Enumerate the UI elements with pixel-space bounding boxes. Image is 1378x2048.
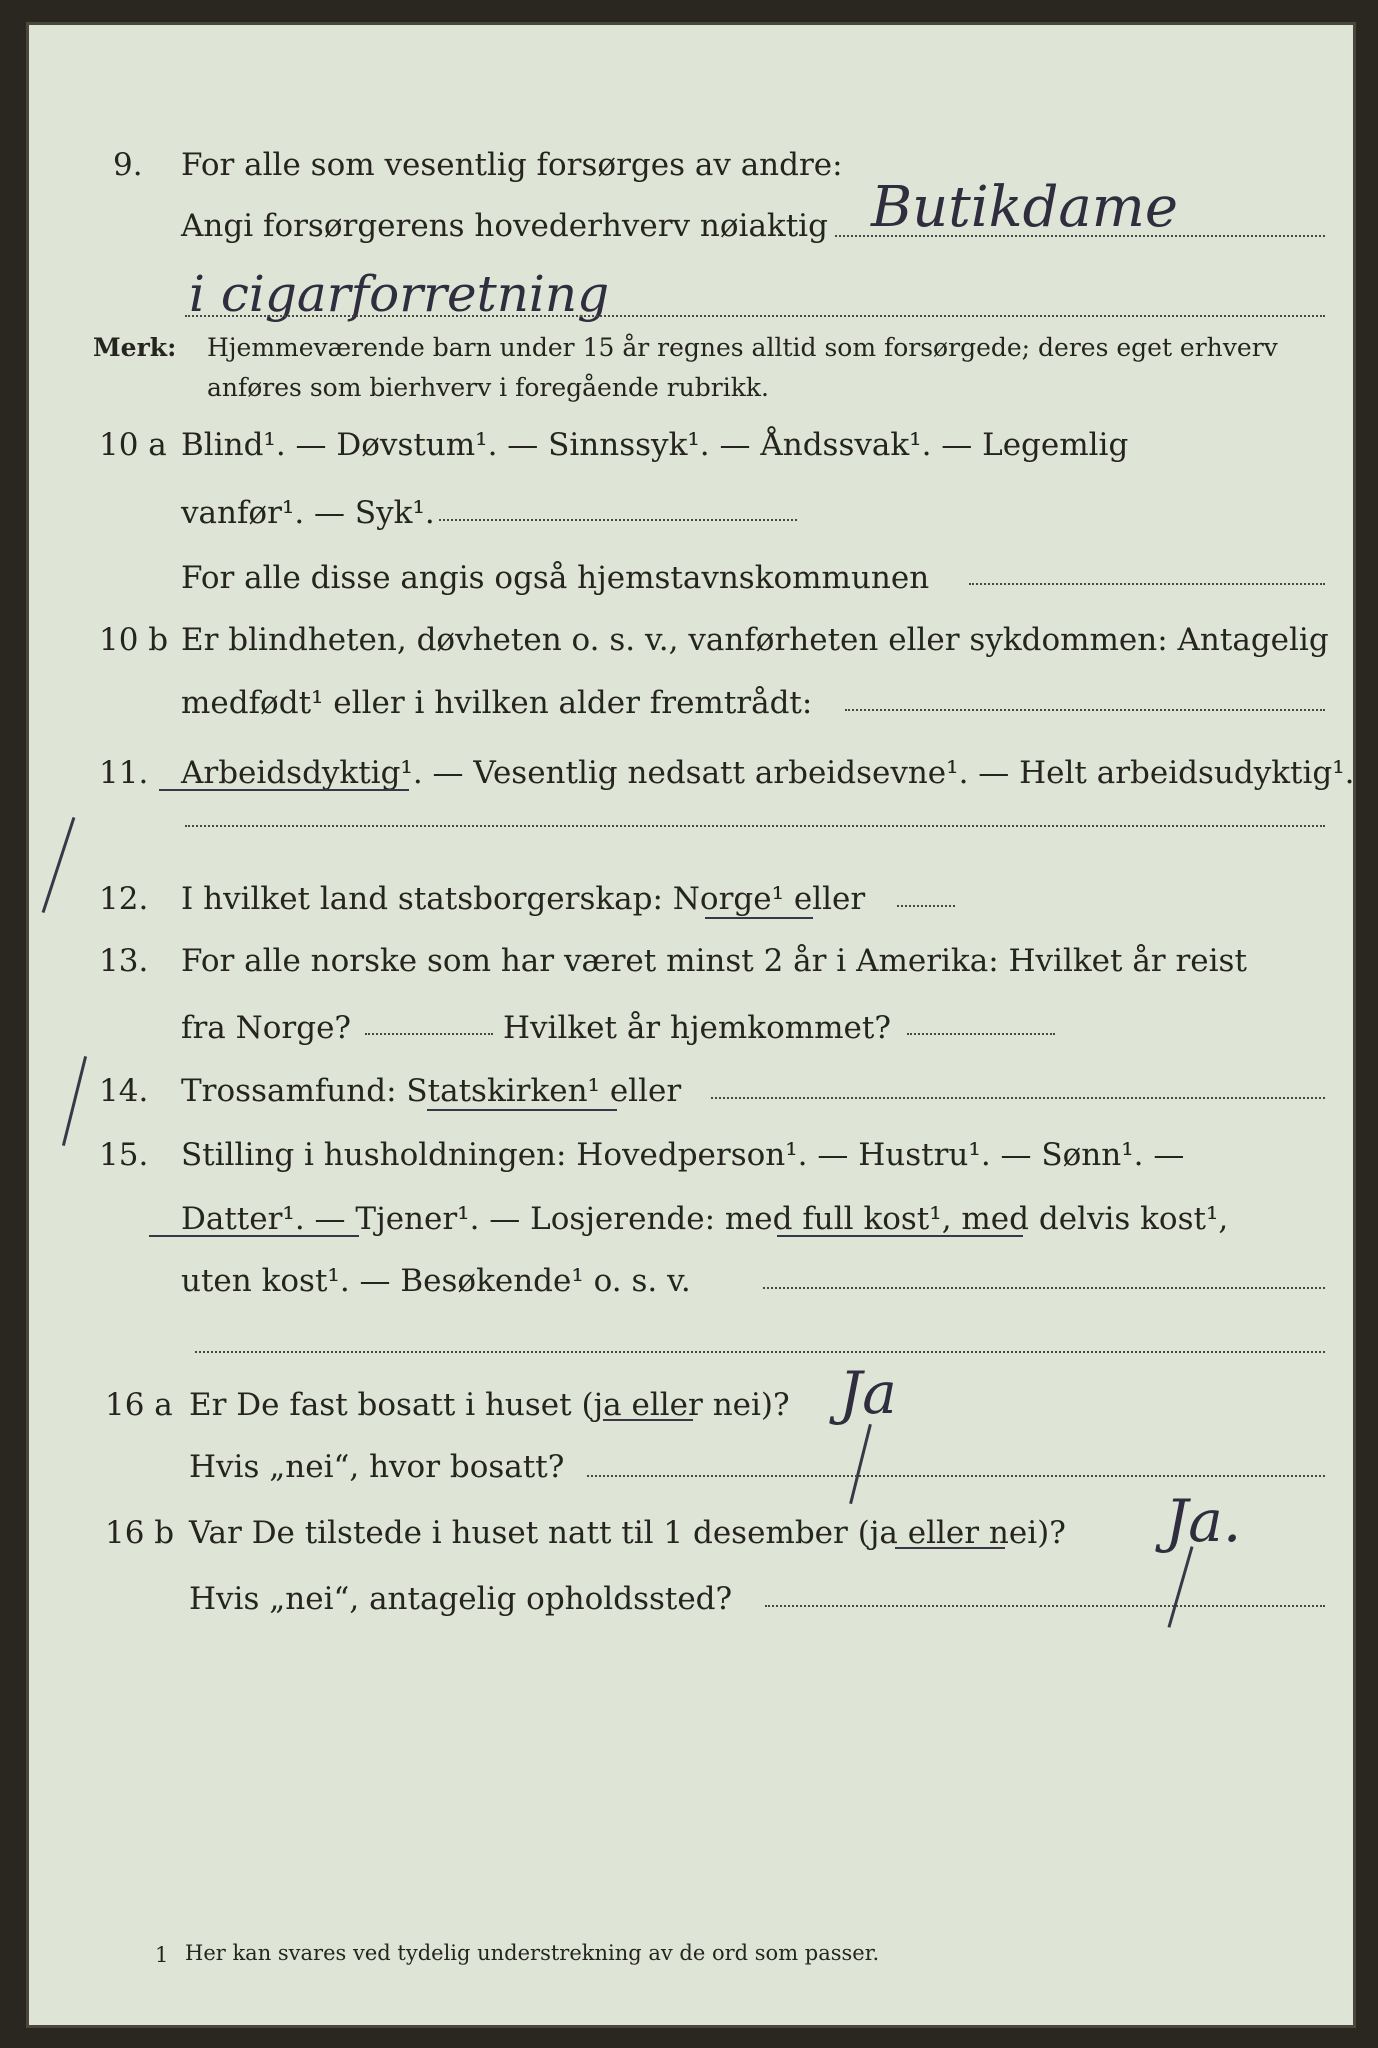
q12-number: 12. bbox=[99, 881, 149, 917]
q10a-number: 10 a bbox=[99, 427, 167, 463]
q15-blank-2 bbox=[195, 1351, 1325, 1353]
q9-answer-handwriting-2: i cigarforretning bbox=[189, 265, 610, 323]
q13-line2b: Hvilket år hjemkommet? bbox=[503, 1010, 891, 1046]
q15-number: 15. bbox=[99, 1137, 149, 1173]
q15-underline-full-kost bbox=[777, 1235, 1023, 1237]
q16b-answer-stroke bbox=[1167, 1546, 1193, 1628]
q13-line2a: fra Norge? bbox=[181, 1010, 352, 1046]
q14-check-mark bbox=[62, 1056, 87, 1146]
q9-second-line bbox=[185, 315, 1325, 317]
q10b-number: 10 b bbox=[99, 622, 169, 658]
q12-blank bbox=[897, 905, 955, 907]
q9-number: 9. bbox=[113, 147, 143, 183]
q15-line1: Stilling i husholdningen: Hovedperson¹. — Hustru¹. — Sønn¹. — bbox=[181, 1137, 1185, 1173]
q16a-underline-ja bbox=[603, 1419, 693, 1421]
q10a-line3-blank bbox=[969, 583, 1325, 585]
q15-line2: Datter¹. — Tjener¹. — Losjerende: med full kost¹, med delvis kost¹, bbox=[181, 1201, 1229, 1237]
merk-line1: Hjemmeværende barn under 15 år regnes alltid som forsørgede; deres eget erhverv bbox=[207, 333, 1278, 362]
q16b-blank bbox=[765, 1605, 1325, 1607]
q9-line2: Angi forsørgerens hovederhverv nøiaktig bbox=[181, 208, 828, 244]
q16b-number: 16 b bbox=[105, 1515, 175, 1551]
q16a-line2: Hvis „nei“, hvor bosatt? bbox=[189, 1449, 565, 1485]
q16a-blank bbox=[587, 1475, 1325, 1477]
q10b-line2: medfødt¹ eller i hvilken alder fremtrådt: bbox=[181, 685, 813, 721]
q15-line3: uten kost¹. — Besøkende¹ o. s. v. bbox=[181, 1263, 691, 1299]
q11-blank-line bbox=[185, 825, 1325, 827]
q13-number: 13. bbox=[99, 943, 149, 979]
q16a-line1: Er De fast bosatt i huset (ja eller nei)? bbox=[189, 1387, 790, 1423]
census-form-page bbox=[26, 22, 1356, 2028]
q14-number: 14. bbox=[99, 1073, 149, 1109]
q15-blank bbox=[763, 1287, 1325, 1289]
q16a-answer-stroke bbox=[849, 1424, 872, 1504]
q10b-line2-blank bbox=[845, 709, 1325, 711]
footnote-mark: 1 bbox=[155, 1943, 169, 1967]
q11-number: 11. bbox=[99, 755, 149, 791]
q10a-line2-blank bbox=[439, 519, 797, 521]
q16b-answer-handwriting: Ja. bbox=[1165, 1487, 1242, 1555]
q13-blank-1 bbox=[365, 1033, 493, 1035]
q16b-line2: Hvis „nei“, antagelig opholdssted? bbox=[189, 1581, 733, 1617]
merk-line2: anføres som bierhverv i foregående rubrikk. bbox=[207, 373, 769, 402]
q12-line1: I hvilket land statsborgerskap: Norge¹ eller bbox=[181, 881, 866, 917]
q12-check-mark bbox=[42, 817, 76, 913]
q10a-line2: vanfør¹. — Syk¹. bbox=[181, 495, 435, 531]
merk-label: Merk: bbox=[93, 333, 177, 362]
q10b-line1: Er blindheten, døvheten o. s. v., vanførheten eller sykdommen: Antagelig bbox=[181, 622, 1329, 658]
q16a-answer-handwriting: Ja bbox=[839, 1359, 897, 1427]
q9-line1: For alle som vesentlig forsørges av andre: bbox=[181, 147, 843, 183]
q12-underline-mark bbox=[705, 917, 813, 919]
q16b-underline-ja bbox=[895, 1547, 1005, 1549]
q10a-line3: For alle disse angis også hjemstavnskommunen bbox=[181, 560, 930, 596]
q11-line1: Arbeidsdyktig¹. — Vesentlig nedsatt arbeidsevne¹. — Helt arbeidsudyktig¹. bbox=[181, 755, 1355, 791]
q9-answer-handwriting-1: Butikdame bbox=[871, 175, 1179, 240]
q15-underline-datter bbox=[149, 1235, 359, 1237]
q16a-number: 16 a bbox=[105, 1387, 173, 1423]
q10a-line1: Blind¹. — Døvstum¹. — Sinnssyk¹. — Åndssvak¹. — Legemlig bbox=[181, 427, 1129, 463]
q11-underline-mark bbox=[159, 789, 409, 791]
footnote-text: Her kan svares ved tydelig understrekning av de ord som passer. bbox=[185, 1941, 880, 1965]
q14-underline-mark bbox=[427, 1109, 617, 1111]
q13-line1: For alle norske som har været minst 2 år i Amerika: Hvilket år reist bbox=[181, 943, 1247, 979]
q16b-line1: Var De tilstede i huset natt til 1 desember (ja eller nei)? bbox=[189, 1515, 1066, 1551]
q13-blank-2 bbox=[907, 1033, 1055, 1035]
q14-blank bbox=[711, 1097, 1325, 1099]
q14-line1: Trossamfund: Statskirken¹ eller bbox=[181, 1073, 682, 1109]
